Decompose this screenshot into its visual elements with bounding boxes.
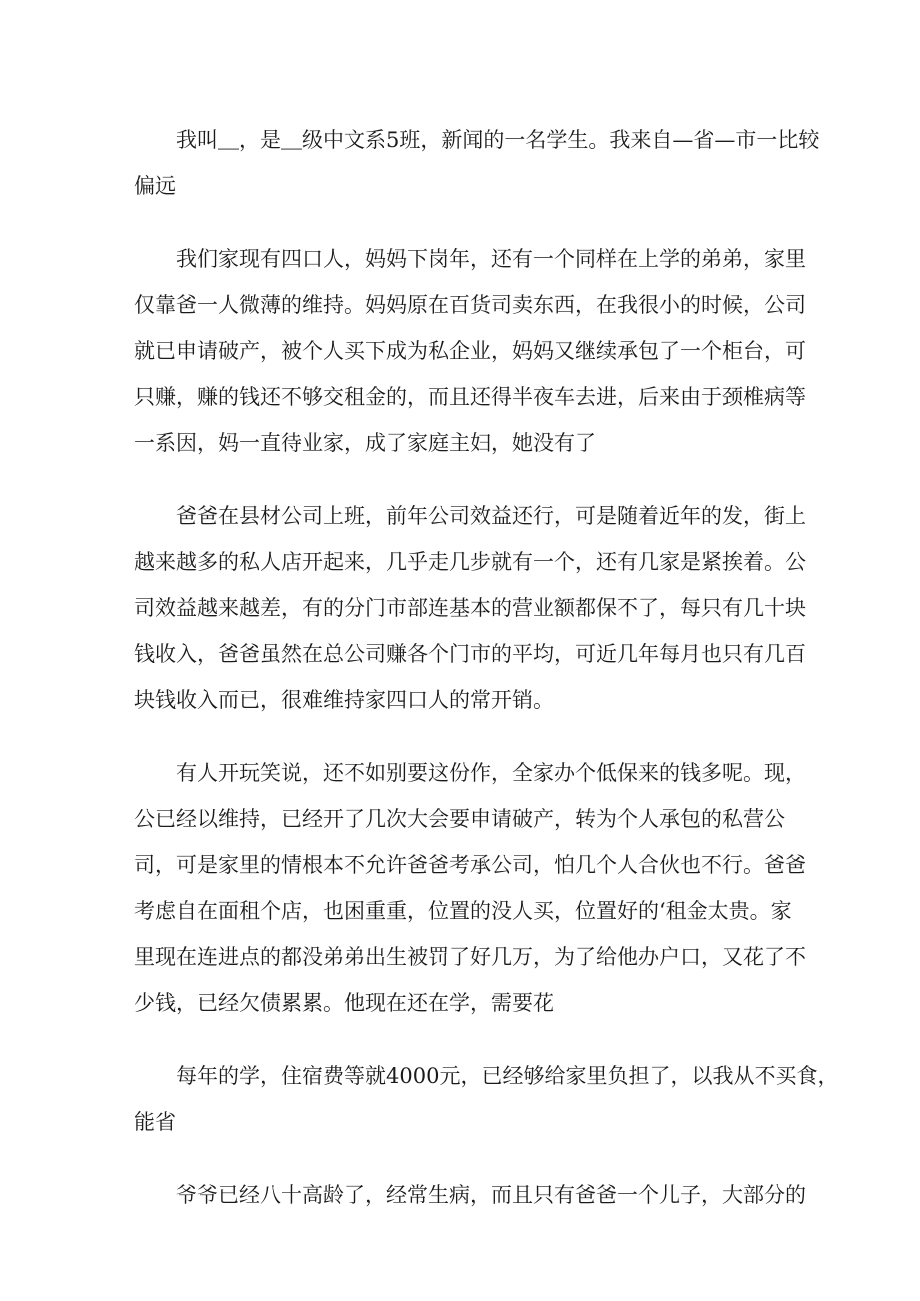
paragraph-line: 有人开玩笑说，还不如别要这份作，全家办个低保来的钱多呢。现， — [176, 761, 806, 785]
document-body — [134, 117, 839, 1245]
paragraph-line: 就已申请破产，被个人买下成为私企业，妈妈又继续承包了一个柜台，可 — [134, 339, 806, 363]
paragraph-line: 公已经以维持，已经开了几次大会要申请破产，转为个人承包的私营公 — [134, 807, 785, 831]
paragraph-line: 能省 — [134, 1110, 176, 1134]
paragraph-line: 少钱，已经欠债累累。他现在还在学，需要花 — [134, 991, 554, 1015]
paragraph-line: 爸爸在县材公司上班，前年公司效益还行，可是随着近年的发，街上 — [176, 504, 806, 528]
paragraph-line: 我叫＿，是＿级中文系5班，新闻的一名学生。我来自—省—市一比较 — [176, 128, 820, 152]
paragraph-6 — [134, 1172, 806, 1218]
paragraph-line: 考虑自在面租个店，也困重重，位置的没人买，位置好的‘租金太贵。家 — [134, 899, 792, 923]
paragraph-line: 司，可是家里的情根本不允许爸爸考承公司，怕几个人合伙也不行。爸爸 — [134, 853, 806, 877]
paragraph-line: 块钱收入而已，很难维持家四口人的常开销。 — [134, 688, 554, 712]
paragraph-line: 里现在连进点的都没弟弟出生被罚了好几万，为了给他办户口，又花了不 — [134, 945, 806, 969]
paragraph-line: 司效益越来越差，有的分门市部连基本的营业额都保不了，每只有几十块 — [134, 596, 806, 620]
paragraph-line: 爷爷已经八十高龄了，经常生病，而且只有爸爸一个儿子，大部分的 — [176, 1183, 806, 1207]
paragraph-line: 我们家现有四口人，妈妈下岗年，还有一个同样在上学的弟弟，家里 — [176, 247, 806, 271]
paragraph-line: 每年的学，住宿费等就4000元，已经够给家里负担了，以我从不买食， — [176, 1064, 839, 1088]
paragraph-line: 钱收入，爸爸虽然在总公司赚各个门市的平均，可近几年每月也只有几百 — [134, 642, 806, 666]
paragraph-3 — [134, 493, 806, 723]
paragraph-line: 只赚，赚的钱还不够交租金的，而且还得半夜车去进，后来由于颈椎病等 — [134, 385, 806, 409]
paragraph-4 — [134, 750, 806, 1026]
paragraph-line: 越来越多的私人店开起来，几乎走几步就有一个，还有几家是紧挨着。公 — [134, 550, 806, 574]
paragraph-1 — [134, 117, 820, 209]
paragraph-line: 一系因，妈一直待业家，成了家庭主妇，她没有了 — [134, 431, 596, 455]
paragraph-line: 偏远 — [134, 174, 176, 198]
paragraph-line: 仅靠爸一人微薄的维持。妈妈原在百货司卖东西，在我很小的时候，公司 — [134, 293, 806, 317]
paragraph-2 — [134, 236, 806, 466]
paragraph-5 — [134, 1053, 839, 1145]
